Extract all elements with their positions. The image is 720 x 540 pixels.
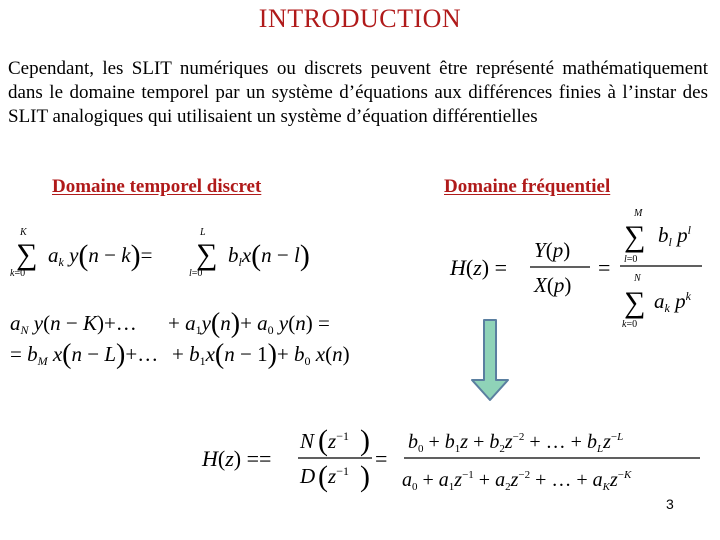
svg-text:Y(p): Y(p) bbox=[534, 238, 571, 262]
svg-text:z−1: $z^{-1}$ bbox=[328, 464, 349, 488]
svg-text:ak y(n − k)=: ak y(n − k)= bbox=[48, 239, 153, 272]
svg-text:ak pk: ak $p^k$ bbox=[654, 289, 691, 315]
svg-text:= bM x(n − L)+…: = bM x(n − L)+… bbox=[10, 339, 159, 370]
svg-text:L: L bbox=[200, 227, 206, 238]
svg-text:(: ( bbox=[318, 460, 328, 493]
slide-title: INTRODUCTION bbox=[258, 4, 462, 33]
section-heading-frequency-domain: Domaine fréquentiel bbox=[444, 176, 611, 197]
svg-text:N: N bbox=[634, 273, 641, 284]
transfer-function-z bbox=[201, 424, 700, 493]
svg-text:∑: ∑ bbox=[624, 220, 646, 253]
svg-text:(: ( bbox=[318, 424, 328, 457]
down-arrow-icon bbox=[472, 320, 508, 400]
svg-text:a0 + a1z−1 + a2z−2 + … + aKz−K: $a_0 + a_1z^{-1} + a_2z^{-2}$ + … + $a_Kz^-K$ bbox=[402, 469, 632, 493]
svg-text:K: K bbox=[20, 227, 27, 238]
svg-text:H(z) ==: H(z) == bbox=[202, 446, 272, 471]
svg-text:bl pl: bl $p^l$ bbox=[658, 223, 691, 249]
svg-text:aN y(n − K)+…: aN y(n − K)+… bbox=[10, 311, 137, 337]
svg-text:∑: ∑ bbox=[16, 238, 38, 271]
svg-text:=: = bbox=[375, 446, 388, 471]
svg-text:∑: ∑ bbox=[196, 238, 218, 271]
svg-text:z−1: $z^{-1}$ bbox=[328, 429, 349, 453]
svg-text:D: D bbox=[300, 464, 316, 488]
svg-text:+ a1y(n)+ a0 y(n) =: + a1y(n)+ a0 y(n) = bbox=[168, 308, 330, 339]
svg-text:b0 + b1z + b2z−2 + … + bLz−L: $b_0 + b_1z + b_2z^{-2}$ + … + $b_Lz^-L$ bbox=[408, 431, 624, 455]
svg-text:l=0: l=0 bbox=[624, 254, 638, 265]
svg-text:M: M bbox=[634, 208, 643, 219]
svg-text:k=0: k=0 bbox=[10, 268, 26, 279]
svg-text:∑: ∑ bbox=[624, 286, 646, 319]
difference-equation-sum bbox=[10, 227, 310, 279]
svg-text:X(p): X(p) bbox=[534, 273, 572, 297]
svg-text:): ) bbox=[360, 460, 370, 493]
svg-text:k=0: k=0 bbox=[622, 319, 638, 330]
svg-text:): ) bbox=[360, 424, 370, 457]
section-heading-time-domain: Domaine temporel discret bbox=[52, 176, 262, 197]
svg-text:N: N bbox=[300, 429, 315, 453]
svg-text:+ b1x(n − 1)+ b0 x(n): + b1x(n − 1)+ b0 x(n) bbox=[172, 339, 350, 370]
svg-text:blx(n − l): blx(n − l) bbox=[228, 239, 310, 272]
page-number: 3 bbox=[666, 496, 674, 512]
svg-text:H(z) =: H(z) = bbox=[450, 255, 508, 280]
svg-text:=: = bbox=[598, 255, 611, 280]
difference-equation-expanded bbox=[10, 308, 350, 370]
svg-text:l=0: l=0 bbox=[189, 268, 203, 279]
intro-paragraph: Cependant, les SLIT numériques ou discrets peuvent être représenté mathématiquement dans le domaine temporel par un système d’équations aux différences finies à l’instar des SLIT analogiques qui utilisaient un système d’équation différentielles bbox=[8, 58, 708, 127]
transfer-function-sum bbox=[449, 208, 702, 330]
